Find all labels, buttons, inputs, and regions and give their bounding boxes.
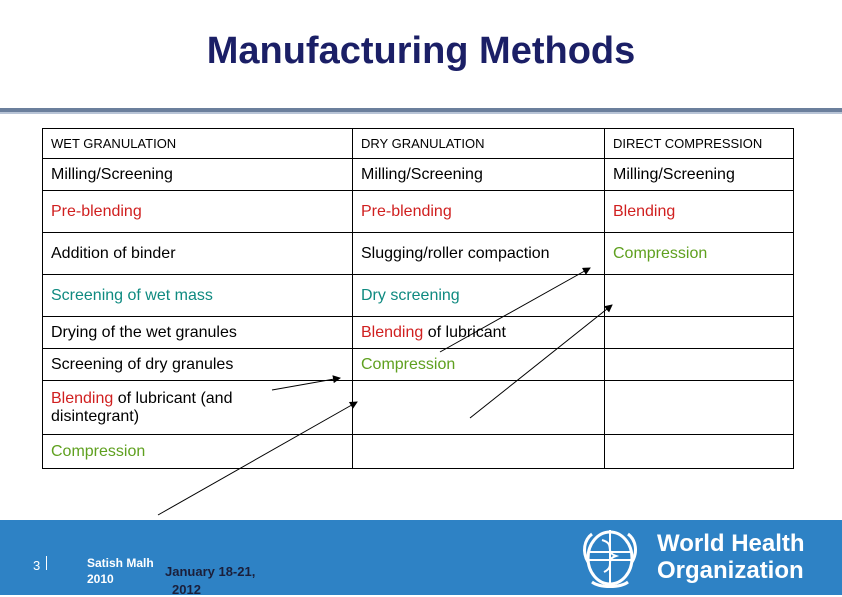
page-number: 3 <box>33 558 41 573</box>
footer-year: 2010 <box>87 572 114 586</box>
cell-dry-screening: Dry screening <box>353 275 605 317</box>
cell-wet-drying: Drying of the wet granules <box>43 317 353 349</box>
cell-direct-compression: Compression <box>605 233 794 275</box>
cell-wet-preblending: Pre-blending <box>43 191 353 233</box>
cell-dry-slugging: Slugging/roller compaction <box>353 233 605 275</box>
org-name-line2: Organization <box>657 557 804 584</box>
arrow-icon <box>440 268 590 352</box>
cell-direct-milling: Milling/Screening <box>605 159 794 191</box>
cell-dry-milling: Milling/Screening <box>353 159 605 191</box>
cell-wet-screening-dry: Screening of dry granules <box>43 349 353 381</box>
header-dry-granulation: DRY GRANULATION <box>353 129 605 159</box>
who-emblem-icon <box>572 522 648 594</box>
blending-word: Blending <box>361 323 424 341</box>
footer-separator <box>46 556 47 570</box>
cell-wet-screening-wet-mass: Screening of wet mass <box>43 275 353 317</box>
disintegrant-text: disintegrant) <box>51 407 140 425</box>
cell-direct-blending: Blending <box>605 191 794 233</box>
footer-author: Satish Malh <box>87 556 154 570</box>
of-lubricant-text: of lubricant <box>423 323 506 341</box>
cell-dry-compression: Compression <box>353 349 605 381</box>
blending-word: Blending <box>51 389 114 407</box>
arrow-icon <box>272 378 340 390</box>
of-lubricant-text: of lubricant (and <box>113 389 233 407</box>
header-wet-granulation: WET GRANULATION <box>43 129 353 159</box>
cell-dry-preblending: Pre-blending <box>353 191 605 233</box>
arrow-icon <box>158 402 357 515</box>
footer-date: January 18-21, <box>165 564 256 579</box>
org-name-line1: World Health <box>657 530 805 557</box>
cell-wet-binder: Addition of binder <box>43 233 353 275</box>
header-direct-compression: DIRECT COMPRESSION <box>605 129 794 159</box>
cell-wet-compression: Compression <box>43 435 353 469</box>
page-title: Manufacturing Methods <box>206 30 636 72</box>
cell-wet-milling: Milling/Screening <box>43 159 353 191</box>
arrow-icon <box>470 305 612 418</box>
footer-date-year: 2012 <box>172 582 201 597</box>
